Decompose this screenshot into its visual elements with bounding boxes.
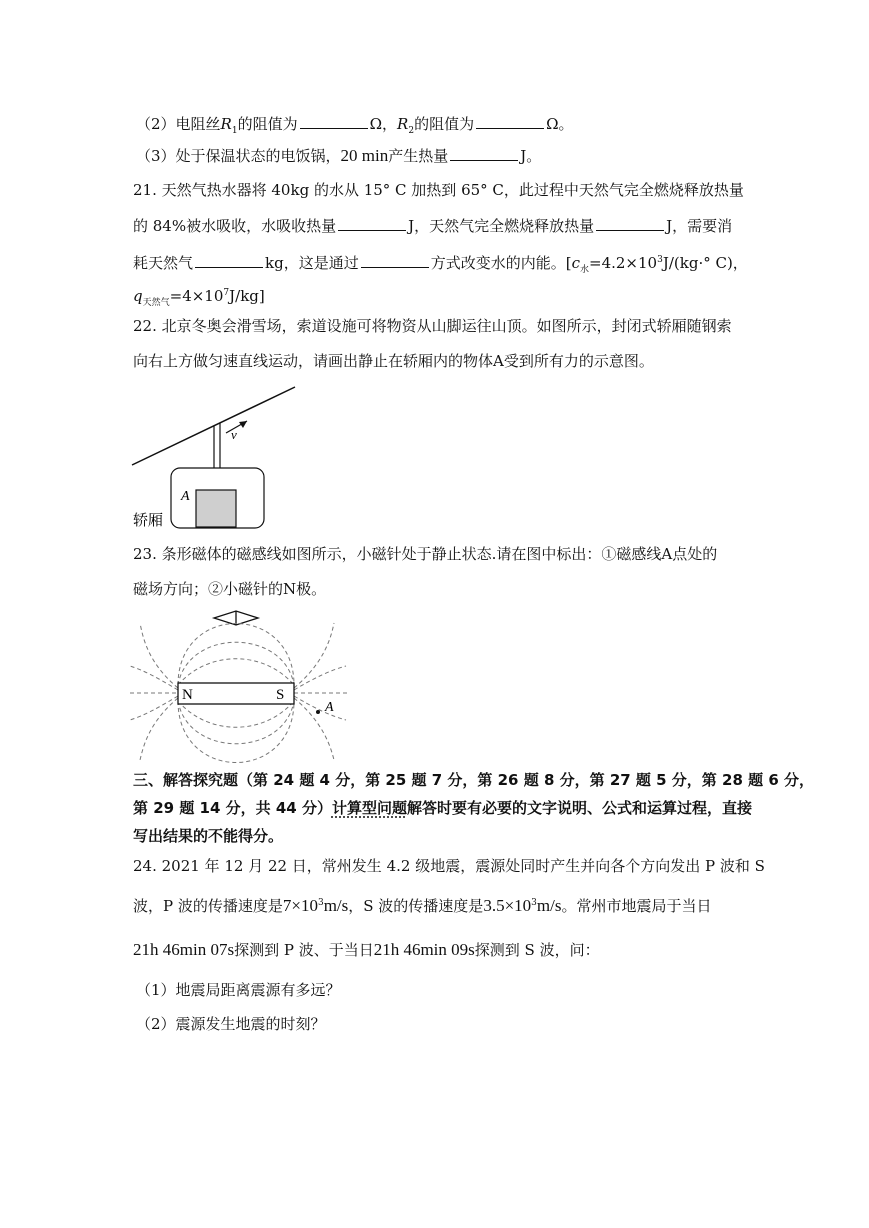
q20-part3: （3）处于保温状态的电饭锅，20 min产生热量 J。 xyxy=(136,146,542,165)
q24-line1: 24. 2021 年 12 月 22 日，常州发生 4.2 级地震，震源处同时产生并向各个方向发出 P 波和 S xyxy=(133,857,765,875)
answer-blank[interactable] xyxy=(338,216,406,231)
magnet-figure xyxy=(128,608,353,763)
q21-line3: 耗天然气 kg，这是通过 方式改变水的内能。[$c_水=4.2\times 10^3J/(kg\cdot^\circ$ C)， xyxy=(133,254,748,275)
r2-symbol: R xyxy=(397,115,409,133)
answer-blank[interactable] xyxy=(596,216,664,231)
q24-sub1: （1）地震局距离震源有多远？ xyxy=(136,981,341,999)
q21-line4: $q_{天然气}=4\times 10^7J/kg$] xyxy=(133,287,265,308)
north-pole-label: N xyxy=(182,687,193,703)
cable-car-figure xyxy=(125,383,305,533)
answer-blank[interactable] xyxy=(450,146,518,161)
answer-blank[interactable] xyxy=(195,253,263,268)
velocity-label: v xyxy=(231,427,237,442)
q23-line1: 23. 条形磁体的磁感线如图所示，小磁针处于静止状态.请在图中标出：①磁感线A点处的 xyxy=(133,545,718,563)
object-a-label: A xyxy=(181,489,190,504)
r1-symbol: R xyxy=(220,115,232,133)
q24-sub2: （2）震源发生地震的时刻？ xyxy=(136,1015,326,1033)
answer-blank[interactable] xyxy=(300,114,368,129)
section3-heading-line3: 写出结果的不能得分。 xyxy=(133,827,284,845)
q22-line2: 向右上方做匀速直线运动，请画出静止在轿厢内的物体A受到所有力的示意图。 xyxy=(133,352,654,370)
q24-line3: 21h 46min 07s探测到 P 波、于当日21h 46min 09s探测到 S 波，问： xyxy=(133,940,600,959)
answer-blank[interactable] xyxy=(361,253,429,268)
q21-line1: 21. 天然气热水器将 40kg 的水从 15° C 加热到 65° C，此过程中天然气完全燃烧释放热量 xyxy=(133,181,744,199)
q24-line2: 波，P 波的传播速度是$7\times 10^3m/s$，S 波的传播速度是$3.5\times 10^3m/s$。常州市地震局于当日 xyxy=(133,896,712,915)
section3-heading-line1: 三、解答探究题（第 24 题 4 分，第 25 题 7 分，第 26 题 8 分，第 27 题 5 分，第 28 题 6 分， xyxy=(133,771,815,789)
object-a xyxy=(196,490,236,527)
q20-part2: （2）电阻丝$R_1$的阻值为 Ω，$R_2$的阻值为 Ω。 xyxy=(136,115,574,136)
point-a-label: A xyxy=(325,700,334,715)
q21-line2: 的 84%被水吸收，水吸收热量 J，天然气完全燃烧释放热量 J，需要消 xyxy=(133,217,733,235)
answer-blank[interactable] xyxy=(476,114,544,129)
q23-line2: 磁场方向；②小磁针的N极。 xyxy=(133,580,327,598)
q22-line1: 22. 北京冬奥会滑雪场，索道设施可将物资从山脚运往山顶。如图所示，封闭式轿厢随钢索 xyxy=(133,317,732,335)
point-a xyxy=(316,710,320,714)
south-pole-label: S xyxy=(276,687,285,703)
cabin-caption: 轿厢 xyxy=(133,513,164,529)
section3-heading-line2: 第 29 题 14 分，共 44 分）计算型问题解答时要有必要的文字说明、公式和运算过程，直接 xyxy=(133,799,752,817)
